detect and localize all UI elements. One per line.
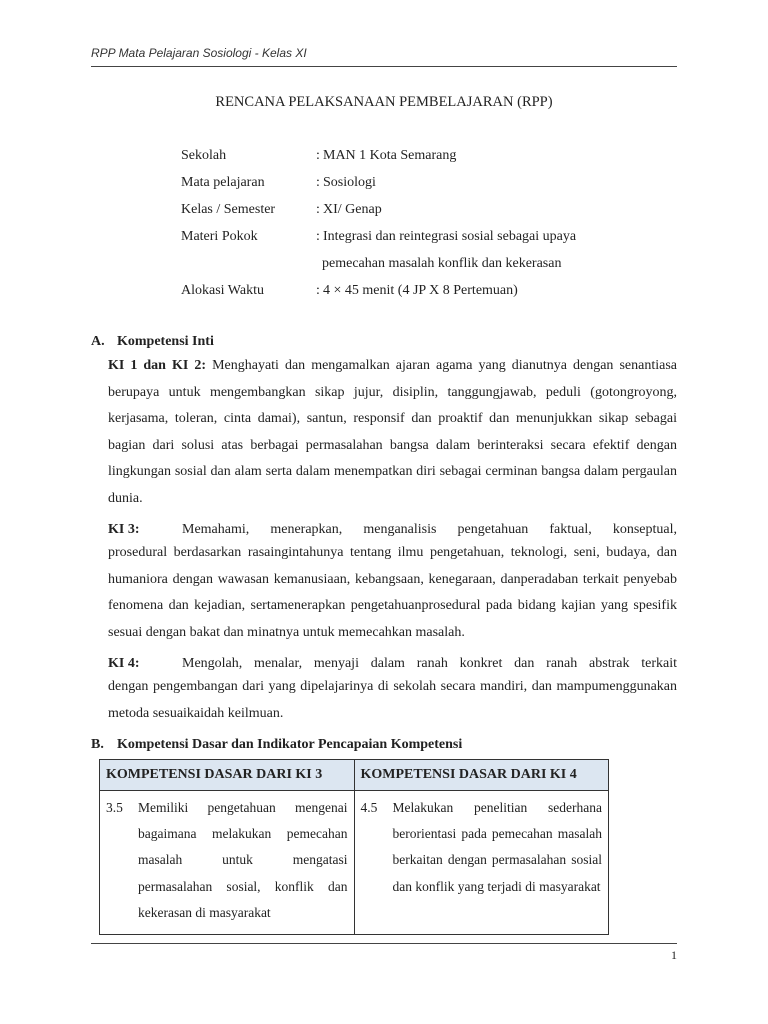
competency-item	[361, 795, 603, 900]
competency-item	[106, 795, 348, 926]
ki3-label: KI 3:	[108, 522, 140, 537]
table-cell-ki3	[100, 791, 355, 935]
competency-number: 4.5	[360, 800, 378, 815]
identity-value: Integrasi dan reintegrasi sosial sebagai upaya	[323, 229, 577, 244]
table-row	[100, 791, 609, 935]
identity-label: Kelas / Semester	[181, 202, 276, 217]
document-title: RENCANA PELAKSANAAN PEMBELAJARAN (RPP)	[215, 94, 553, 110]
identity-value: XI/ Genap	[323, 202, 382, 217]
identity-label: Materi Pokok	[181, 229, 258, 244]
section-number: B.	[91, 737, 104, 752]
section-title: Kompetensi Inti	[117, 334, 214, 349]
identity-colon: :	[316, 229, 320, 244]
table-header-ki3: KOMPETENSI DASAR DARI KI 3	[100, 760, 355, 791]
table-header-ki4: KOMPETENSI DASAR DARI KI 4	[354, 760, 609, 791]
identity-colon: :	[316, 283, 320, 298]
identity-value: 4 × 45 menit (4 JP X 8 Pertemuan)	[323, 283, 518, 298]
competency-number: 3.5	[106, 800, 123, 815]
section-number: A.	[91, 334, 105, 349]
ki12-paragraph	[108, 353, 677, 513]
ki3-first-text: Memahami, menerapkan, menganalisis pengetahuan faktual, konseptual,	[182, 522, 677, 537]
ki4-label: KI 4:	[108, 656, 140, 671]
identity-label: Mata pelajaran	[181, 175, 265, 190]
identity-colon: :	[316, 202, 320, 217]
identity-label: Sekolah	[181, 148, 227, 163]
competency-text: Melakukan penelitian sederhana berorientasi pada pemecahan masalah berkaitan dengan permasalahan sosial dan konflik yang terjadi di masyarakat	[392, 800, 602, 894]
ki4-first-text: Mengolah, menalar, menyaji dalam ranah konkret dan ranah abstrak terkait	[182, 656, 677, 671]
identity-colon: :	[316, 148, 320, 163]
header-rule	[91, 66, 677, 67]
identity-label: Alokasi Waktu	[181, 283, 264, 298]
identity-value: Sosiologi	[323, 175, 376, 190]
table-cell-ki4	[354, 791, 609, 935]
competency-table	[99, 759, 609, 935]
table-header-row	[100, 760, 609, 791]
footer-rule	[91, 943, 677, 944]
section-a-heading	[91, 334, 214, 350]
section-title: Kompetensi Dasar dan Indikator Pencapaian Kompetensi	[117, 737, 463, 752]
ki4-paragraph: dengan pengembangan dari yang dipelajarinya di sekolah secara mandiri, dan mampumenggunakan metoda sesuaikaidah keilmuan.	[108, 679, 677, 721]
identity-value: MAN 1 Kota Semarang	[323, 148, 457, 163]
identity-colon: :	[316, 175, 320, 190]
ki12-label: KI 1 dan KI 2:	[108, 358, 207, 373]
ki12-text: Menghayati dan mengamalkan ajaran agama yang dianutnya dengan senantiasa berupaya untuk mengembangkan sikap jujur, disiplin, tanggungjawab, peduli (gotongroyong, kerjasama, toleran, cinta damai), santun, responsif dan proaktif dan menunjukkan sikap sebagai bagian dari solusi atas berbagai permasalahan bangsa dalam berinteraksi secara efektif dengan lingkungan sosial dan alam serta dalam menempatkan diri sebagai cerminan bangsa dalam pergaulan dunia.	[108, 358, 677, 506]
identity-value-continued: pemecahan masalah konflik dan kekerasan	[322, 256, 562, 271]
section-b-heading	[91, 737, 462, 753]
running-header: RPP Mata Pelajaran Sosiologi - Kelas XI	[91, 46, 307, 60]
ki3-paragraph: prosedural berdasarkan rasaingintahunya tentang ilmu pengetahuan, teknologi, seni, budaya, dan humaniora dengan wawasan kemanusiaan, kebangsaan, kenegaraan, danperadaban terkait penyebab fenomena dan kejadian, sertamenerapkan pengetahuanprosedural pada bidang kajian yang spesifik sesuai dengan bakat dan minatnya untuk memecahkan masalah.	[108, 545, 677, 640]
competency-text: Memiliki pengetahuan mengenai bagaimana melakukan pemecahan masalah untuk mengatasi permasalahan sosial, konflik dan kekerasan di masyarakat	[138, 800, 348, 920]
page-number: 1	[671, 948, 677, 962]
